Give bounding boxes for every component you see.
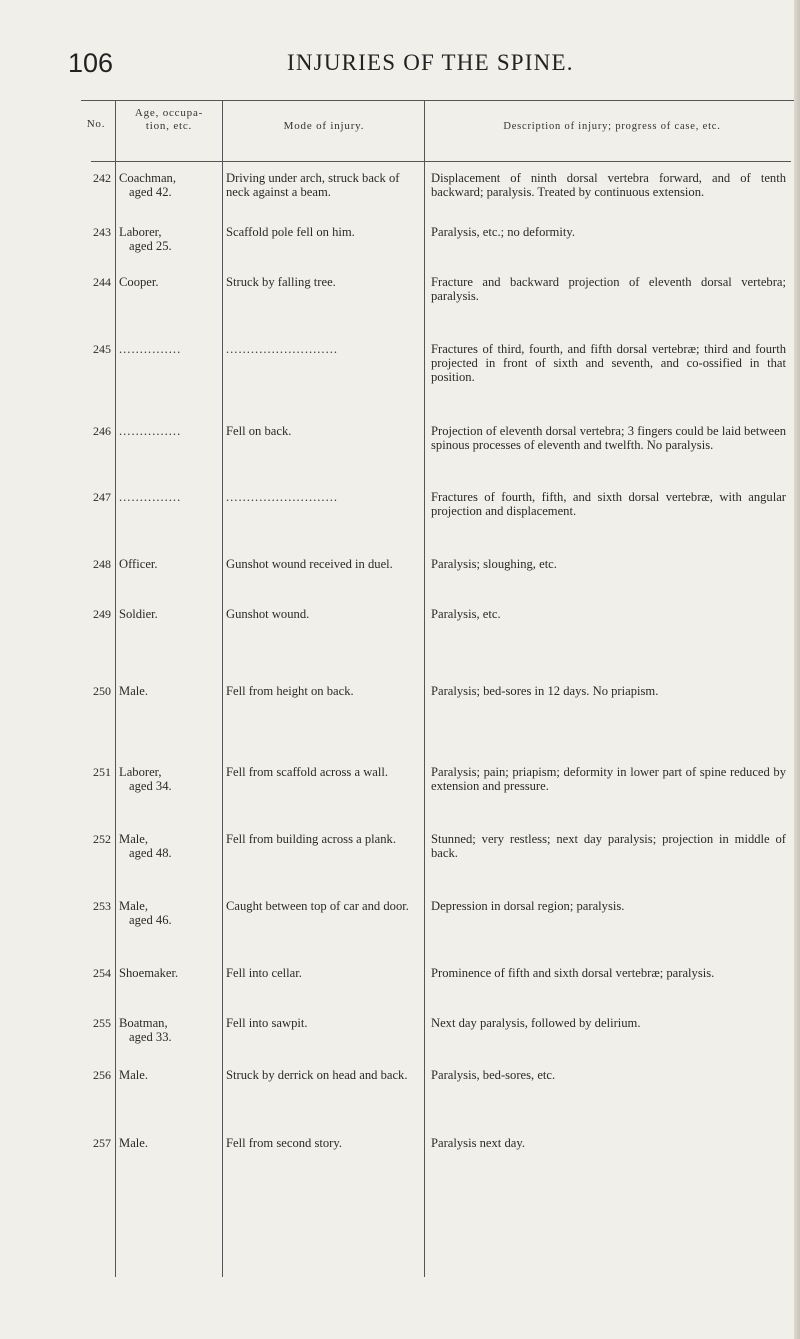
description: Paralysis, etc.; no deformity. — [431, 225, 575, 239]
description: Paralysis, etc. — [431, 607, 501, 621]
case-number: 242 — [93, 171, 111, 185]
empty-dotted-leader: ........................... — [226, 342, 339, 356]
age-line2: aged 25. — [129, 239, 172, 253]
empty-dotted-leader: ............... — [119, 490, 182, 504]
case-number: 252 — [93, 832, 111, 846]
age-line1: Male, — [119, 832, 149, 846]
page-edge-shadow — [794, 0, 800, 1339]
empty-dotted-leader: ............... — [119, 342, 182, 356]
age-line1: Officer. — [119, 557, 158, 571]
age-line2: aged 46. — [129, 913, 172, 927]
case-number: 246 — [93, 424, 111, 438]
description: Paralysis next day. — [431, 1136, 525, 1150]
age-occupation — [119, 1016, 205, 1044]
age-line2: aged 42. — [129, 185, 172, 199]
age-line1: Coachman, — [119, 171, 177, 185]
age-line1: Shoemaker. — [119, 966, 179, 980]
age-line1: Male, — [119, 899, 149, 913]
age-occupation — [119, 557, 205, 571]
page-header — [0, 48, 800, 88]
page-number: 106 — [68, 48, 114, 78]
age-line1: Laborer, — [119, 765, 162, 779]
age-occupation — [119, 899, 205, 927]
case-number: 249 — [93, 607, 111, 621]
column-header-mode: Mode of injury. — [283, 120, 365, 132]
age-occupation — [119, 171, 205, 199]
age-line1: Male. — [119, 1136, 149, 1150]
description: Displacement of ninth dorsal vertebra forward, and of tenth backward; paralysis. Treated by continuous extension. — [431, 171, 786, 199]
mode-of-injury: Fell from scaffold across a wall. — [226, 765, 389, 779]
running-head: INJURIES OF THE SPINE. — [287, 50, 574, 75]
description: Stunned; very restless; next day paralysis; projection in middle of back. — [431, 832, 786, 860]
case-number: 254 — [93, 966, 111, 980]
mode-of-injury: Fell from height on back. — [226, 684, 354, 698]
age-occupation — [119, 1136, 205, 1150]
age-line1: Boatman, — [119, 1016, 168, 1030]
mode-of-injury: Struck by derrick on head and back. — [226, 1068, 408, 1082]
mode-of-injury: Fell into cellar. — [226, 966, 302, 980]
age-occupation — [119, 684, 205, 698]
column-rule — [115, 100, 116, 1277]
table-top-rule — [81, 100, 797, 101]
case-number: 256 — [93, 1068, 111, 1082]
case-number: 243 — [93, 225, 111, 239]
mode-of-injury: Caught between top of car and door. — [226, 899, 409, 913]
column-header-description: Description of injury; progress of case, etc. — [503, 121, 721, 132]
description: Paralysis; pain; priapism; deformity in lower part of spine reduced by extension and pressure. — [431, 765, 786, 793]
description: Paralysis; bed-sores in 12 days. No priapism. — [431, 684, 659, 698]
age-line1: Male. — [119, 684, 149, 698]
age-line1: Laborer, — [119, 225, 162, 239]
age-line1: Cooper. — [119, 275, 159, 289]
case-number: 247 — [93, 490, 111, 504]
description: Projection of eleventh dorsal vertebra; 3 fingers could be laid between spinous processes of eleventh and twelfth. No paralysis. — [431, 424, 786, 452]
column-header-no: No. — [86, 118, 106, 130]
column-rule — [222, 100, 223, 1277]
description: Fractures of fourth, fifth, and sixth dorsal vertebræ, with angular projection and displacement. — [431, 490, 786, 518]
mode-of-injury: Scaffold pole fell on him. — [226, 225, 355, 239]
description: Next day paralysis, followed by delirium. — [431, 1016, 641, 1030]
age-line1: Male. — [119, 1068, 149, 1082]
age-line2: aged 33. — [129, 1030, 172, 1044]
case-number: 245 — [93, 342, 111, 356]
mode-of-injury: Fell from building across a plank. — [226, 832, 396, 846]
age-line2: aged 34. — [129, 779, 172, 793]
case-number: 244 — [93, 275, 111, 289]
case-number: 253 — [93, 899, 111, 913]
description: Prominence of fifth and sixth dorsal vertebræ; paralysis. — [431, 966, 715, 980]
case-number: 248 — [93, 557, 111, 571]
age-line1: Soldier. — [119, 607, 158, 621]
mode-of-injury: Struck by falling tree. — [226, 275, 336, 289]
age-line2: aged 48. — [129, 846, 172, 860]
empty-dotted-leader: ............... — [119, 424, 182, 438]
column-header-age-line2: tion, etc. — [145, 120, 193, 132]
mode-of-injury: Fell from second story. — [226, 1136, 343, 1150]
description: Fracture and backward projection of eleventh dorsal vertebra; paralysis. — [431, 275, 786, 303]
mode-of-injury: Fell on back. — [226, 424, 292, 438]
mode-of-injury: Gunshot wound received in duel. — [226, 557, 393, 571]
description: Paralysis; sloughing, etc. — [431, 557, 557, 571]
column-header-age-line1: Age, occupa- — [134, 107, 204, 119]
case-number: 251 — [93, 765, 111, 779]
case-table — [77, 100, 797, 1280]
description: Depression in dorsal region; paralysis. — [431, 899, 625, 913]
empty-dotted-leader: ........................... — [226, 490, 339, 504]
mode-of-injury: Driving under arch, struck back of neck against a beam. — [226, 171, 400, 199]
age-occupation — [119, 1068, 205, 1082]
age-occupation — [119, 275, 205, 289]
case-number: 250 — [93, 684, 111, 698]
description: Fractures of third, fourth, and fifth dorsal vertebræ; third and fourth projected in front of sixth and seventh, and co-ossified in that position. — [431, 342, 786, 384]
case-number: 255 — [93, 1016, 111, 1030]
age-occupation — [119, 607, 205, 621]
mode-of-injury: Gunshot wound. — [226, 607, 310, 621]
age-occupation — [119, 966, 205, 980]
table-header-rule — [91, 161, 791, 162]
mode-of-injury: Fell into sawpit. — [226, 1016, 308, 1030]
case-number: 257 — [93, 1136, 111, 1150]
column-header-age — [117, 107, 221, 133]
age-occupation — [119, 225, 205, 253]
age-occupation — [119, 832, 205, 860]
age-occupation — [119, 765, 205, 793]
description: Paralysis, bed-sores, etc. — [431, 1068, 556, 1082]
